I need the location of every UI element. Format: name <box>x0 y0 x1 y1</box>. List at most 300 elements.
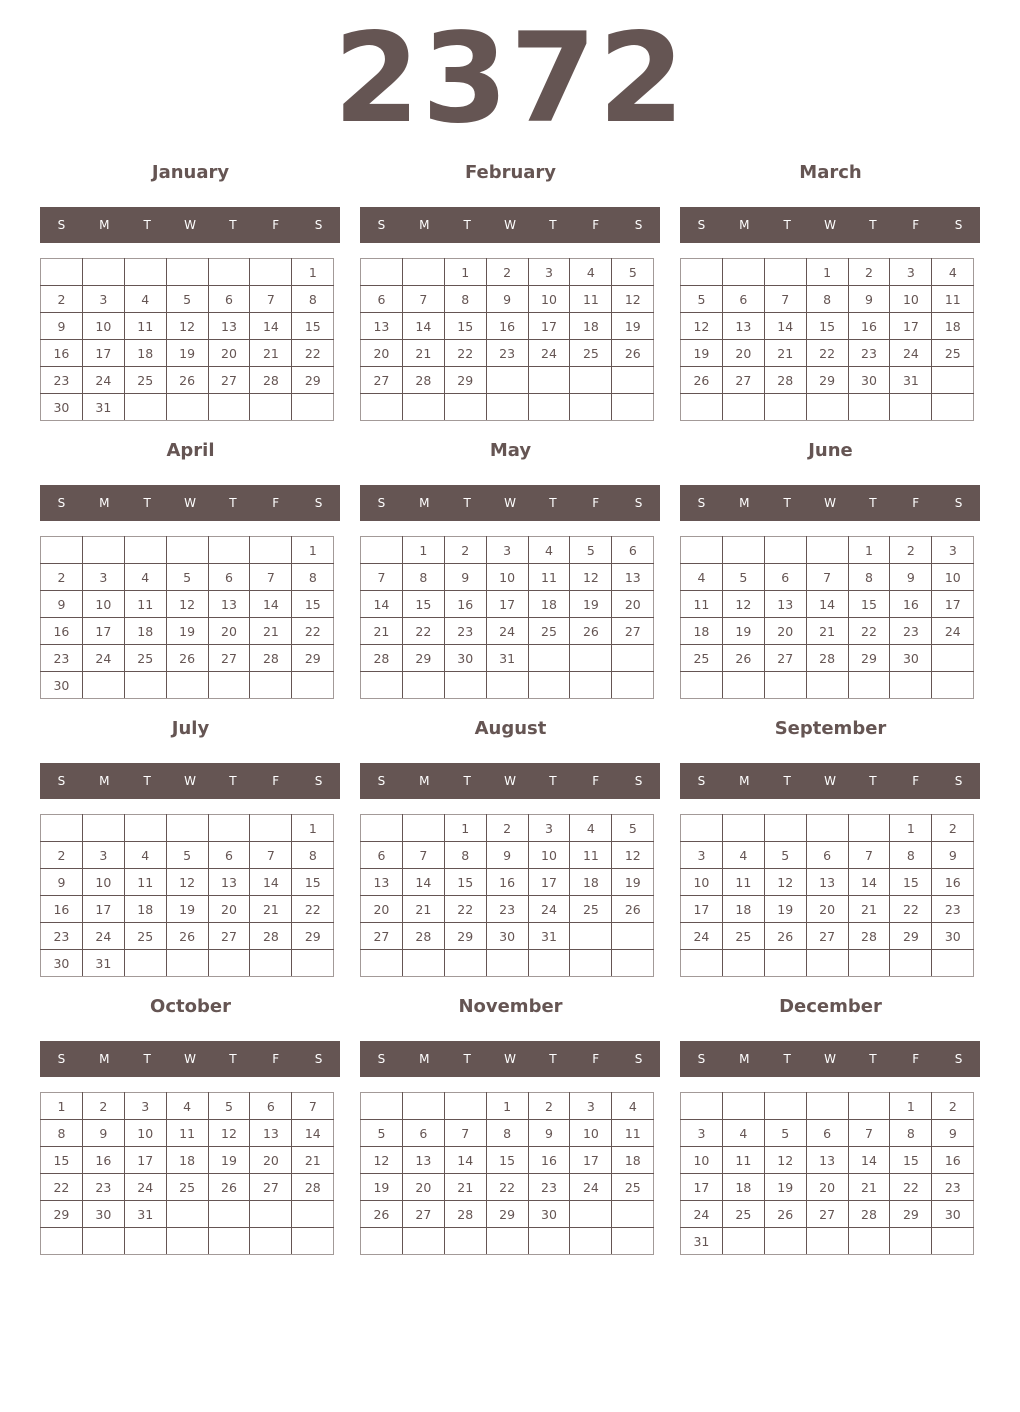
weekday-label: T <box>463 1052 471 1066</box>
weekday-label: T <box>549 218 557 232</box>
week-row <box>41 367 334 394</box>
empty-cell <box>402 1228 444 1255</box>
day-cell: 11 <box>932 286 974 313</box>
empty-cell <box>361 815 403 842</box>
day-cell: 10 <box>82 313 124 340</box>
day-cell: 29 <box>444 923 486 950</box>
week-row <box>41 394 334 421</box>
week-row <box>681 815 974 842</box>
day-cell: 13 <box>361 869 403 896</box>
day-cell: 13 <box>612 564 654 591</box>
day-cell: 30 <box>932 923 974 950</box>
day-cell: 15 <box>292 591 334 618</box>
day-cell: 2 <box>848 259 890 286</box>
empty-cell <box>208 815 250 842</box>
weekday-header <box>40 485 340 521</box>
day-cell: 29 <box>848 645 890 672</box>
empty-cell <box>722 394 764 421</box>
day-cell: 2 <box>444 537 486 564</box>
day-cell: 4 <box>681 564 723 591</box>
day-cell: 13 <box>250 1120 292 1147</box>
empty-cell <box>402 394 444 421</box>
day-cell: 7 <box>292 1093 334 1120</box>
day-cell: 14 <box>361 591 403 618</box>
weekday-label: W <box>504 1052 516 1066</box>
empty-cell <box>764 1093 806 1120</box>
day-cell: 20 <box>208 340 250 367</box>
day-cell: 11 <box>612 1120 654 1147</box>
day-cell: 31 <box>82 394 124 421</box>
day-cell: 24 <box>82 923 124 950</box>
weekday-label: M <box>739 774 750 788</box>
day-cell: 29 <box>402 645 444 672</box>
weekday-label: S <box>57 1052 66 1066</box>
empty-cell <box>166 1228 208 1255</box>
weekday-label: T <box>143 774 151 788</box>
weekday-label: W <box>504 496 516 510</box>
empty-cell <box>612 367 654 394</box>
day-cell: 18 <box>570 313 612 340</box>
weekday-label: F <box>272 774 280 788</box>
day-cell: 30 <box>486 923 528 950</box>
day-cell: 30 <box>41 672 83 699</box>
day-cell: 3 <box>932 537 974 564</box>
empty-cell <box>250 1201 292 1228</box>
weekday-label: W <box>824 218 836 232</box>
day-cell: 26 <box>764 1201 806 1228</box>
day-cell: 16 <box>444 591 486 618</box>
day-cell: 19 <box>166 618 208 645</box>
day-cell: 20 <box>806 896 848 923</box>
day-cell: 27 <box>402 1201 444 1228</box>
week-row <box>361 1147 654 1174</box>
week-row <box>41 286 334 313</box>
day-cell: 17 <box>82 896 124 923</box>
weekday-label: T <box>869 774 877 788</box>
day-cell: 23 <box>41 645 83 672</box>
day-cell: 29 <box>444 367 486 394</box>
day-cell: 15 <box>444 869 486 896</box>
empty-cell <box>932 672 974 699</box>
day-cell: 27 <box>806 923 848 950</box>
day-cell: 25 <box>681 645 723 672</box>
day-grid <box>360 258 654 421</box>
day-cell: 11 <box>528 564 570 591</box>
empty-cell <box>848 1093 890 1120</box>
weekday-label: T <box>143 496 151 510</box>
week-row <box>361 537 654 564</box>
empty-cell <box>486 394 528 421</box>
empty-cell <box>806 1093 848 1120</box>
day-cell: 11 <box>681 591 723 618</box>
empty-cell <box>570 1201 612 1228</box>
week-row <box>361 950 654 977</box>
week-row <box>41 1147 334 1174</box>
week-row <box>681 1093 974 1120</box>
day-cell: 21 <box>402 896 444 923</box>
day-cell: 18 <box>124 618 166 645</box>
empty-cell <box>41 537 83 564</box>
week-row <box>361 896 654 923</box>
empty-cell <box>361 394 403 421</box>
day-cell: 22 <box>890 896 932 923</box>
empty-cell <box>570 1228 612 1255</box>
day-cell: 21 <box>250 618 292 645</box>
empty-cell <box>444 950 486 977</box>
weekday-label: S <box>377 1052 386 1066</box>
day-cell: 12 <box>764 869 806 896</box>
empty-cell <box>444 1093 486 1120</box>
day-cell: 21 <box>402 340 444 367</box>
day-cell: 31 <box>681 1228 723 1255</box>
week-row <box>681 618 974 645</box>
day-cell: 2 <box>932 1093 974 1120</box>
day-cell: 25 <box>722 1201 764 1228</box>
week-row <box>361 815 654 842</box>
day-cell: 26 <box>166 645 208 672</box>
month-title: March <box>799 162 862 183</box>
day-cell: 7 <box>848 842 890 869</box>
empty-cell <box>764 672 806 699</box>
day-cell: 7 <box>444 1120 486 1147</box>
weekday-label: W <box>184 218 196 232</box>
weekday-label: S <box>634 496 643 510</box>
month-title: January <box>151 162 230 183</box>
day-cell: 14 <box>806 591 848 618</box>
weekday-label: F <box>272 1052 280 1066</box>
weekday-label: S <box>954 774 963 788</box>
weekday-label: F <box>272 496 280 510</box>
day-cell: 3 <box>528 815 570 842</box>
day-cell: 4 <box>722 1120 764 1147</box>
empty-cell <box>932 1228 974 1255</box>
week-row <box>361 340 654 367</box>
empty-cell <box>681 259 723 286</box>
day-cell: 22 <box>444 340 486 367</box>
day-cell: 5 <box>208 1093 250 1120</box>
day-cell: 13 <box>722 313 764 340</box>
day-cell: 11 <box>166 1120 208 1147</box>
day-cell: 12 <box>208 1120 250 1147</box>
day-cell: 23 <box>932 896 974 923</box>
week-row <box>681 1147 974 1174</box>
day-cell: 1 <box>292 537 334 564</box>
day-cell: 21 <box>444 1174 486 1201</box>
empty-cell <box>681 1093 723 1120</box>
weekday-label: F <box>592 774 600 788</box>
day-cell: 31 <box>82 950 124 977</box>
weekday-header <box>360 763 660 799</box>
week-row <box>361 286 654 313</box>
empty-cell <box>361 1228 403 1255</box>
weekday-label: F <box>272 218 280 232</box>
week-row <box>361 869 654 896</box>
empty-cell <box>806 672 848 699</box>
month-title: June <box>808 440 853 461</box>
day-cell: 8 <box>292 286 334 313</box>
day-grid <box>40 258 334 421</box>
week-row <box>361 564 654 591</box>
empty-cell <box>681 672 723 699</box>
week-row <box>41 1174 334 1201</box>
day-cell: 25 <box>528 618 570 645</box>
day-cell: 16 <box>932 869 974 896</box>
day-cell: 18 <box>570 869 612 896</box>
day-cell: 18 <box>124 896 166 923</box>
day-cell: 15 <box>848 591 890 618</box>
empty-cell <box>124 537 166 564</box>
empty-cell <box>806 815 848 842</box>
day-cell: 5 <box>361 1120 403 1147</box>
day-cell: 22 <box>292 618 334 645</box>
day-cell: 12 <box>166 591 208 618</box>
day-cell: 23 <box>932 1174 974 1201</box>
day-cell: 26 <box>570 618 612 645</box>
weekday-label: W <box>824 496 836 510</box>
day-cell: 14 <box>250 591 292 618</box>
empty-cell <box>932 950 974 977</box>
empty-cell <box>444 1228 486 1255</box>
month-title: April <box>166 440 215 461</box>
day-cell: 5 <box>166 564 208 591</box>
day-cell: 25 <box>612 1174 654 1201</box>
empty-cell <box>570 645 612 672</box>
day-cell: 27 <box>208 923 250 950</box>
day-cell: 28 <box>806 645 848 672</box>
day-cell: 14 <box>250 869 292 896</box>
day-cell: 24 <box>681 1201 723 1228</box>
empty-cell <box>681 815 723 842</box>
day-cell: 9 <box>890 564 932 591</box>
day-cell: 1 <box>444 259 486 286</box>
day-cell: 15 <box>890 1147 932 1174</box>
weekday-header <box>40 763 340 799</box>
day-cell: 10 <box>82 591 124 618</box>
day-cell: 22 <box>292 340 334 367</box>
weekday-label: S <box>377 774 386 788</box>
day-cell: 2 <box>528 1093 570 1120</box>
empty-cell <box>292 394 334 421</box>
empty-cell <box>124 672 166 699</box>
day-cell: 8 <box>806 286 848 313</box>
day-cell: 1 <box>848 537 890 564</box>
day-cell: 13 <box>208 869 250 896</box>
day-cell: 29 <box>890 923 932 950</box>
week-row <box>41 1093 334 1120</box>
empty-cell <box>208 950 250 977</box>
empty-cell <box>41 259 83 286</box>
day-cell: 14 <box>402 869 444 896</box>
day-cell: 12 <box>361 1147 403 1174</box>
week-row <box>681 896 974 923</box>
week-row <box>41 950 334 977</box>
weekday-label: T <box>229 774 237 788</box>
day-cell: 21 <box>361 618 403 645</box>
day-cell: 21 <box>848 896 890 923</box>
day-cell: 26 <box>722 645 764 672</box>
weekday-label: W <box>824 1052 836 1066</box>
day-cell: 11 <box>570 286 612 313</box>
empty-cell <box>250 815 292 842</box>
empty-cell <box>932 645 974 672</box>
empty-cell <box>402 950 444 977</box>
day-cell: 28 <box>444 1201 486 1228</box>
day-cell: 18 <box>124 340 166 367</box>
day-cell: 3 <box>82 564 124 591</box>
day-cell: 20 <box>722 340 764 367</box>
day-cell: 31 <box>528 923 570 950</box>
day-cell: 10 <box>528 286 570 313</box>
day-cell: 20 <box>361 896 403 923</box>
empty-cell <box>722 259 764 286</box>
day-cell: 23 <box>528 1174 570 1201</box>
day-cell: 1 <box>444 815 486 842</box>
empty-cell <box>250 394 292 421</box>
day-cell: 19 <box>764 896 806 923</box>
empty-cell <box>250 672 292 699</box>
empty-cell <box>764 537 806 564</box>
day-cell: 9 <box>848 286 890 313</box>
empty-cell <box>41 1228 83 1255</box>
empty-cell <box>570 923 612 950</box>
day-cell: 30 <box>41 950 83 977</box>
weekday-label: S <box>57 496 66 510</box>
day-cell: 19 <box>764 1174 806 1201</box>
empty-cell <box>361 259 403 286</box>
day-cell: 24 <box>528 896 570 923</box>
weekday-label: W <box>184 774 196 788</box>
day-cell: 18 <box>932 313 974 340</box>
day-cell: 20 <box>806 1174 848 1201</box>
weekday-label: T <box>229 218 237 232</box>
day-cell: 2 <box>41 286 83 313</box>
empty-cell <box>612 645 654 672</box>
day-cell: 17 <box>681 1174 723 1201</box>
day-cell: 8 <box>444 286 486 313</box>
day-cell: 7 <box>250 286 292 313</box>
day-cell: 30 <box>41 394 83 421</box>
day-cell: 16 <box>41 340 83 367</box>
weekday-header <box>680 763 980 799</box>
day-cell: 6 <box>361 842 403 869</box>
day-cell: 26 <box>361 1201 403 1228</box>
day-cell: 4 <box>166 1093 208 1120</box>
day-cell: 29 <box>292 645 334 672</box>
day-cell: 14 <box>848 1147 890 1174</box>
weekday-label: M <box>419 496 430 510</box>
empty-cell <box>848 950 890 977</box>
empty-cell <box>82 1228 124 1255</box>
week-row <box>681 591 974 618</box>
day-cell: 28 <box>764 367 806 394</box>
day-cell: 25 <box>166 1174 208 1201</box>
day-cell: 2 <box>41 842 83 869</box>
day-cell: 30 <box>82 1201 124 1228</box>
day-cell: 17 <box>570 1147 612 1174</box>
weekday-header <box>360 485 660 521</box>
weekday-label: W <box>824 774 836 788</box>
day-cell: 6 <box>806 842 848 869</box>
weekday-label: S <box>314 218 323 232</box>
empty-cell <box>681 394 723 421</box>
day-cell: 10 <box>570 1120 612 1147</box>
day-cell: 14 <box>292 1120 334 1147</box>
weekday-label: M <box>99 496 110 510</box>
empty-cell <box>612 394 654 421</box>
day-cell: 10 <box>82 869 124 896</box>
day-cell: 18 <box>681 618 723 645</box>
weekday-label: S <box>314 774 323 788</box>
day-cell: 20 <box>361 340 403 367</box>
day-cell: 28 <box>250 367 292 394</box>
day-cell: 29 <box>292 367 334 394</box>
week-row <box>361 591 654 618</box>
weekday-label: S <box>314 496 323 510</box>
day-cell: 5 <box>570 537 612 564</box>
day-cell: 15 <box>444 313 486 340</box>
empty-cell <box>722 1228 764 1255</box>
day-cell: 28 <box>292 1174 334 1201</box>
day-cell: 15 <box>41 1147 83 1174</box>
empty-cell <box>208 259 250 286</box>
empty-cell <box>361 1093 403 1120</box>
weekday-label: S <box>377 218 386 232</box>
day-cell: 29 <box>890 1201 932 1228</box>
day-cell: 16 <box>528 1147 570 1174</box>
day-cell: 25 <box>932 340 974 367</box>
week-row <box>41 564 334 591</box>
empty-cell <box>570 367 612 394</box>
day-cell: 8 <box>292 564 334 591</box>
day-cell: 13 <box>208 591 250 618</box>
week-row <box>361 394 654 421</box>
day-cell: 4 <box>570 259 612 286</box>
day-cell: 21 <box>806 618 848 645</box>
day-cell: 28 <box>250 923 292 950</box>
day-cell: 6 <box>722 286 764 313</box>
day-cell: 4 <box>612 1093 654 1120</box>
week-row <box>361 1093 654 1120</box>
week-row <box>361 313 654 340</box>
day-cell: 27 <box>806 1201 848 1228</box>
weekday-label: S <box>634 218 643 232</box>
empty-cell <box>764 259 806 286</box>
day-cell: 6 <box>764 564 806 591</box>
day-cell: 21 <box>764 340 806 367</box>
day-cell: 10 <box>681 1147 723 1174</box>
weekday-label: M <box>99 1052 110 1066</box>
day-cell: 1 <box>292 259 334 286</box>
day-cell: 16 <box>848 313 890 340</box>
day-cell: 19 <box>166 896 208 923</box>
day-cell: 3 <box>486 537 528 564</box>
month-title: May <box>489 440 532 461</box>
day-cell: 19 <box>612 313 654 340</box>
day-cell: 8 <box>890 842 932 869</box>
empty-cell <box>486 367 528 394</box>
day-cell: 6 <box>208 286 250 313</box>
day-cell: 25 <box>124 367 166 394</box>
day-cell: 1 <box>890 815 932 842</box>
week-row <box>681 950 974 977</box>
empty-cell <box>292 1201 334 1228</box>
weekday-label: M <box>99 218 110 232</box>
day-cell: 27 <box>612 618 654 645</box>
day-cell: 5 <box>166 842 208 869</box>
day-cell: 13 <box>806 869 848 896</box>
weekday-header <box>360 207 660 243</box>
day-cell: 22 <box>292 896 334 923</box>
